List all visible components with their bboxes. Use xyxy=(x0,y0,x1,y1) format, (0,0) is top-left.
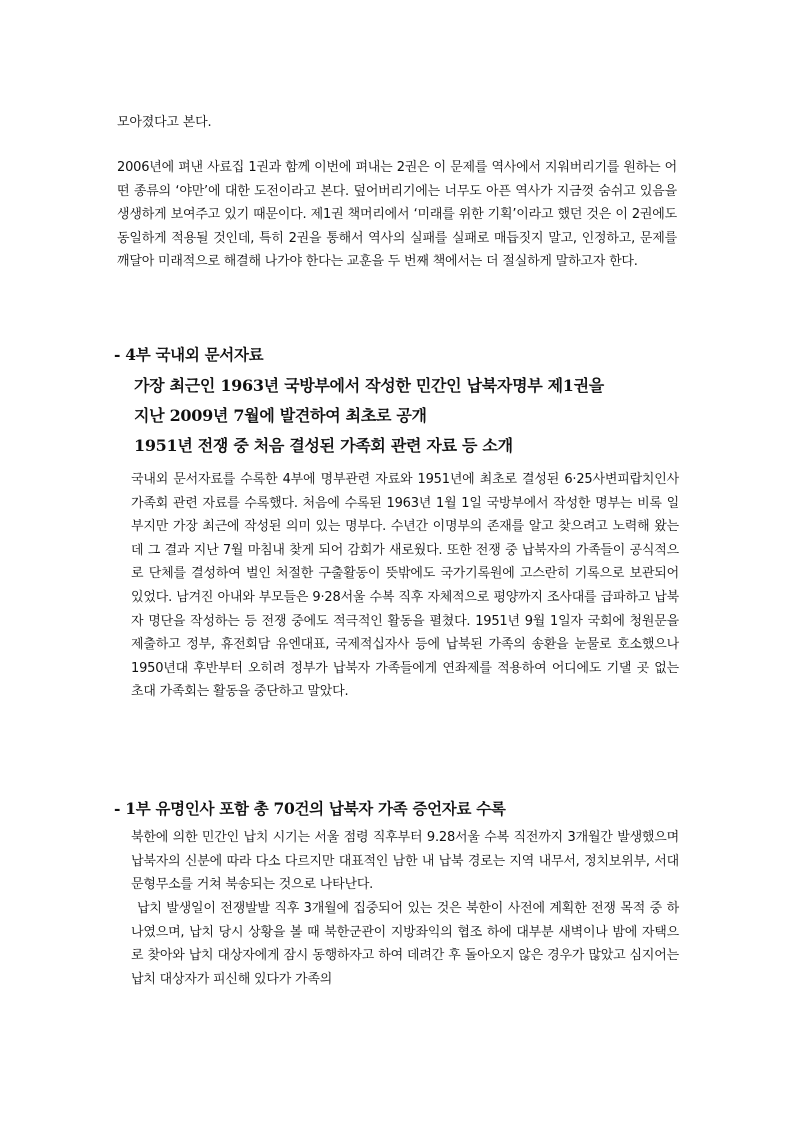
intro-tail-text: 모아졌다고 본다. xyxy=(117,115,212,130)
section-1-heading: - 1부 유명인사 포함 총 70건의 납북자 가족 증언자료 수록 xyxy=(114,799,506,818)
section-4-heading: - 4부 국내외 문서자료 xyxy=(114,345,264,364)
highlight-line-3: 1951년 전쟁 중 처음 결성된 가족회 관련 자료 등 소개 xyxy=(134,436,513,455)
highlight-line-2: 지난 2009년 7월에 발견하여 최초로 공개 xyxy=(134,406,427,425)
highlight-line-1: 가장 최근인 1963년 국방부에서 작성한 민간인 납북자명부 제1권을 xyxy=(134,376,604,395)
intro-paragraph: 2006년에 펴낸 사료집 1권과 함께 이번에 펴내는 2권은 이 문제를 역사에서 지워버리기를 원하는 어떤 종류의 ‘야만’에 대한 도전이라고 본다. 덮어버리기에는 너무도 아픈 역사가 지금껏 숨쉬고 있음을 생생하게 보여주고 있기 때문이다. 제1권 책머리에서 ‘미래를 위한 기획’이라고 했던 것은 이 2권에도 동일하게 적용될 것인데, 특히 2권을 통해서 역사의 실패를 실패로 매듭짓지 말고, 인정하고, 문제를 깨달아 미래적으로 해결해 나가야 한다는 교훈을 두 번째 책에서는 더 절실하게 말하고자 한다. xyxy=(117,160,677,270)
section-1-paragraph-2: 납치 발생일이 전쟁발발 직후 3개월에 집중되어 있는 것은 북한이 사전에 계획한 전쟁 목적 중 하나였으며, 납치 당시 상황을 볼 때 북한군관이 지방좌익의 협조 하에 대부분 새벽이나 밤에 자택으로 찾아와 납치 대상자에게 잠시 동행하자고 하여 데려간 후 돌아오지 않은 경우가 많았고 심지어는 납치 대상자가 피신해 있다가 가족의 xyxy=(131,901,679,987)
section-1-paragraph-1: 북한에 의한 민간인 납치 시기는 서울 점령 직후부터 9.28서울 수복 직전까지 3개월간 발생했으며 납북자의 신분에 따라 다소 다르지만 대표적인 남한 내 납북 경로는 지역 내무서, 정치보위부, 서대문형무소를 거쳐 북송되는 것으로 나타난다. xyxy=(131,830,679,893)
section-4-body: 국내외 문서자료를 수록한 4부에 명부관련 자료와 1951년에 최초로 결성된 6·25사변피랍치인사가족회 관련 자료를 수록했다. 처음에 수록된 1963년 1월 1일 국방부에서 작성한 명부는 비록 일부지만 가장 최근에 작성된 의미 있는 명부다. 수년간 이명부의 존재를 알고 찾으려고 노력해 왔는데 그 결과 지난 7월 마침내 찾게 되어 감회가 새로웠다. 또한 전쟁 중 납북자의 가족들이 공식적으로 단체를 결성하여 벌인 처절한 구출활동이 뜻밖에도 국가기록원에 고스란히 기록으로 보관되어 있었다. 남겨진 아내와 부모들은 9·28서울 수복 직후 자체적으로 평양까지 조사대를 급파하고 납북자 명단을 작성하는 등 전쟁 중에도 적극적인 활동을 펼쳤다. 1951년 9월 1일자 국회에 청원문을 제출하고 정부, 휴전회담 유엔대표, 국제적십자사 등에 납북된 가족의 송환을 눈물로 호소했으나 1950년대 후반부터 오히려 정부가 납북자 가족들에게 연좌제를 적용하여 어디에도 기댈 곳 없는 초대 가족회는 활동을 중단하고 말았다. xyxy=(131,472,679,700)
section-4-highlights xyxy=(134,371,682,461)
